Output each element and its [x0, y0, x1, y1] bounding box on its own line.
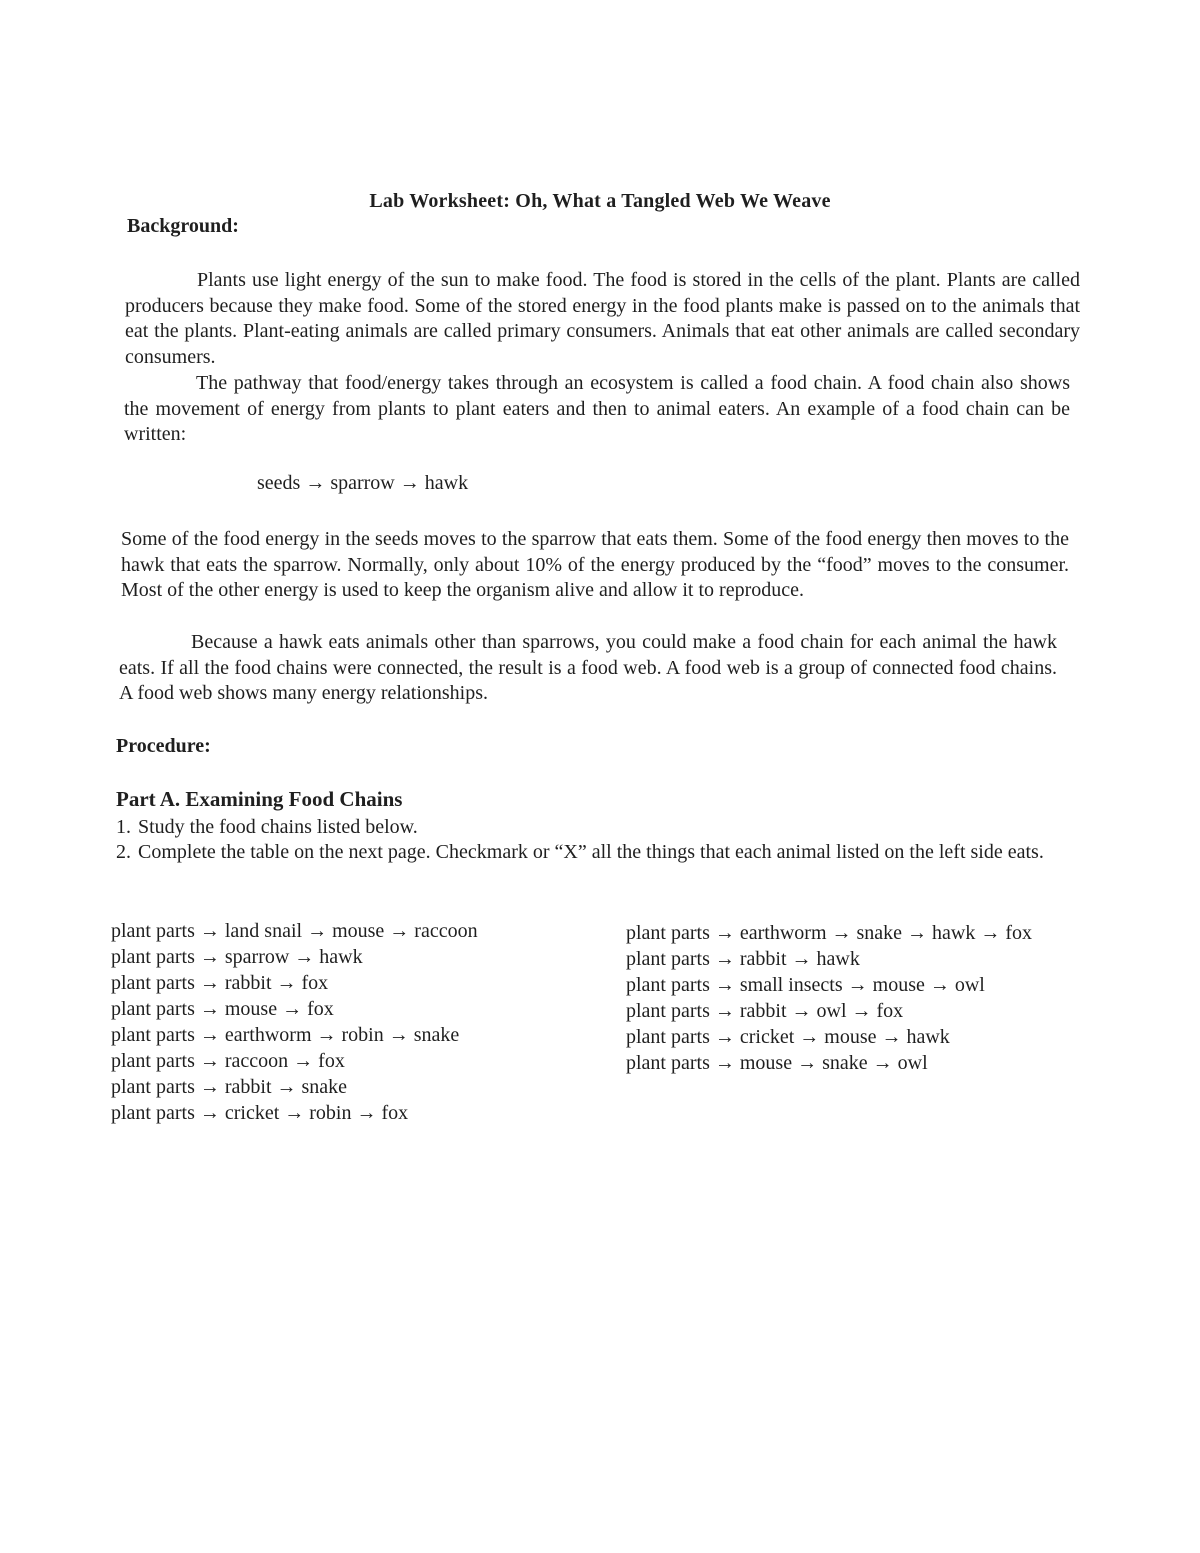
food-chain-item: plant parts → cricket → robin → fox [111, 1102, 409, 1124]
food-chains-right-column [626, 920, 1056, 1076]
procedure-step [116, 815, 1046, 840]
step-number: 1. [116, 816, 131, 838]
background-paragraph-1: Plants use light energy of the sun to make food. The food is stored in the cells of the plant. Plants are called producers because they make food. Some of the stored energy in the food plants make is passed on to the animals that eat the plants. Plant-eating animals are called primary consumers. Animals that eat other animals are called secondary consumers. [125, 269, 1080, 368]
step-number: 2. [116, 841, 131, 863]
example-food-chain: seeds → sparrow → hawk [257, 472, 469, 494]
procedure-steps [116, 815, 1046, 865]
food-chain-item: plant parts → earthworm → robin → snake [111, 1024, 460, 1046]
food-chain-item: plant parts → rabbit → fox [111, 972, 329, 994]
food-chain-item: plant parts → rabbit → owl → fox [626, 1000, 904, 1022]
background-heading: Background: [127, 215, 239, 237]
food-chain-item: plant parts → small insects → mouse → owl [626, 974, 985, 996]
procedure-heading: Procedure: [116, 735, 211, 757]
background-paragraph-3: Some of the food energy in the seeds moves to the sparrow that eats them. Some of the food energy then moves to the hawk that eats the sparrow. Normally, only about 10% of the energy produced by the “food” moves to the consumer. Most of the other energy is used to keep the organism alive and allow it to reproduce. [121, 528, 1069, 601]
food-chain-item: plant parts → sparrow → hawk [111, 946, 363, 968]
background-paragraph-4: Because a hawk eats animals other than sparrows, you could make a food chain for each animal the hawk eats. If all the food chains were connected, the result is a food web. A food web is a group of connected food chains. A food web shows many energy relationships. [119, 631, 1057, 704]
worksheet-title: Lab Worksheet: Oh, What a Tangled Web We Weave [369, 190, 831, 212]
food-chain-item: plant parts → cricket → mouse → hawk [626, 1026, 950, 1048]
food-chain-item: plant parts → mouse → snake → owl [626, 1052, 928, 1074]
food-chain-item: plant parts → earthworm → snake → hawk → fox [626, 922, 1033, 944]
food-chain-item: plant parts → rabbit → snake [111, 1076, 348, 1098]
food-chain-item: plant parts → rabbit → hawk [626, 948, 860, 970]
step-text: Complete the table on the next page. Checkmark or “X” all the things that each animal listed on the left side eats. [138, 841, 1044, 863]
background-paragraph-2: The pathway that food/energy takes through an ecosystem is called a food chain. A food chain also shows the movement of energy from plants to plant eaters and then to animal eaters. An example of a food chain can be written: [124, 372, 1070, 445]
procedure-step [116, 840, 1046, 865]
food-chain-item: plant parts → mouse → fox [111, 998, 334, 1020]
step-text: Study the food chains listed below. [138, 816, 418, 838]
food-chain-item: plant parts → raccoon → fox [111, 1050, 345, 1072]
part-a-title: Part A. Examining Food Chains [116, 787, 403, 811]
food-chains-left-column [111, 918, 551, 1126]
food-chain-item: plant parts → land snail → mouse → raccoon [111, 920, 478, 942]
